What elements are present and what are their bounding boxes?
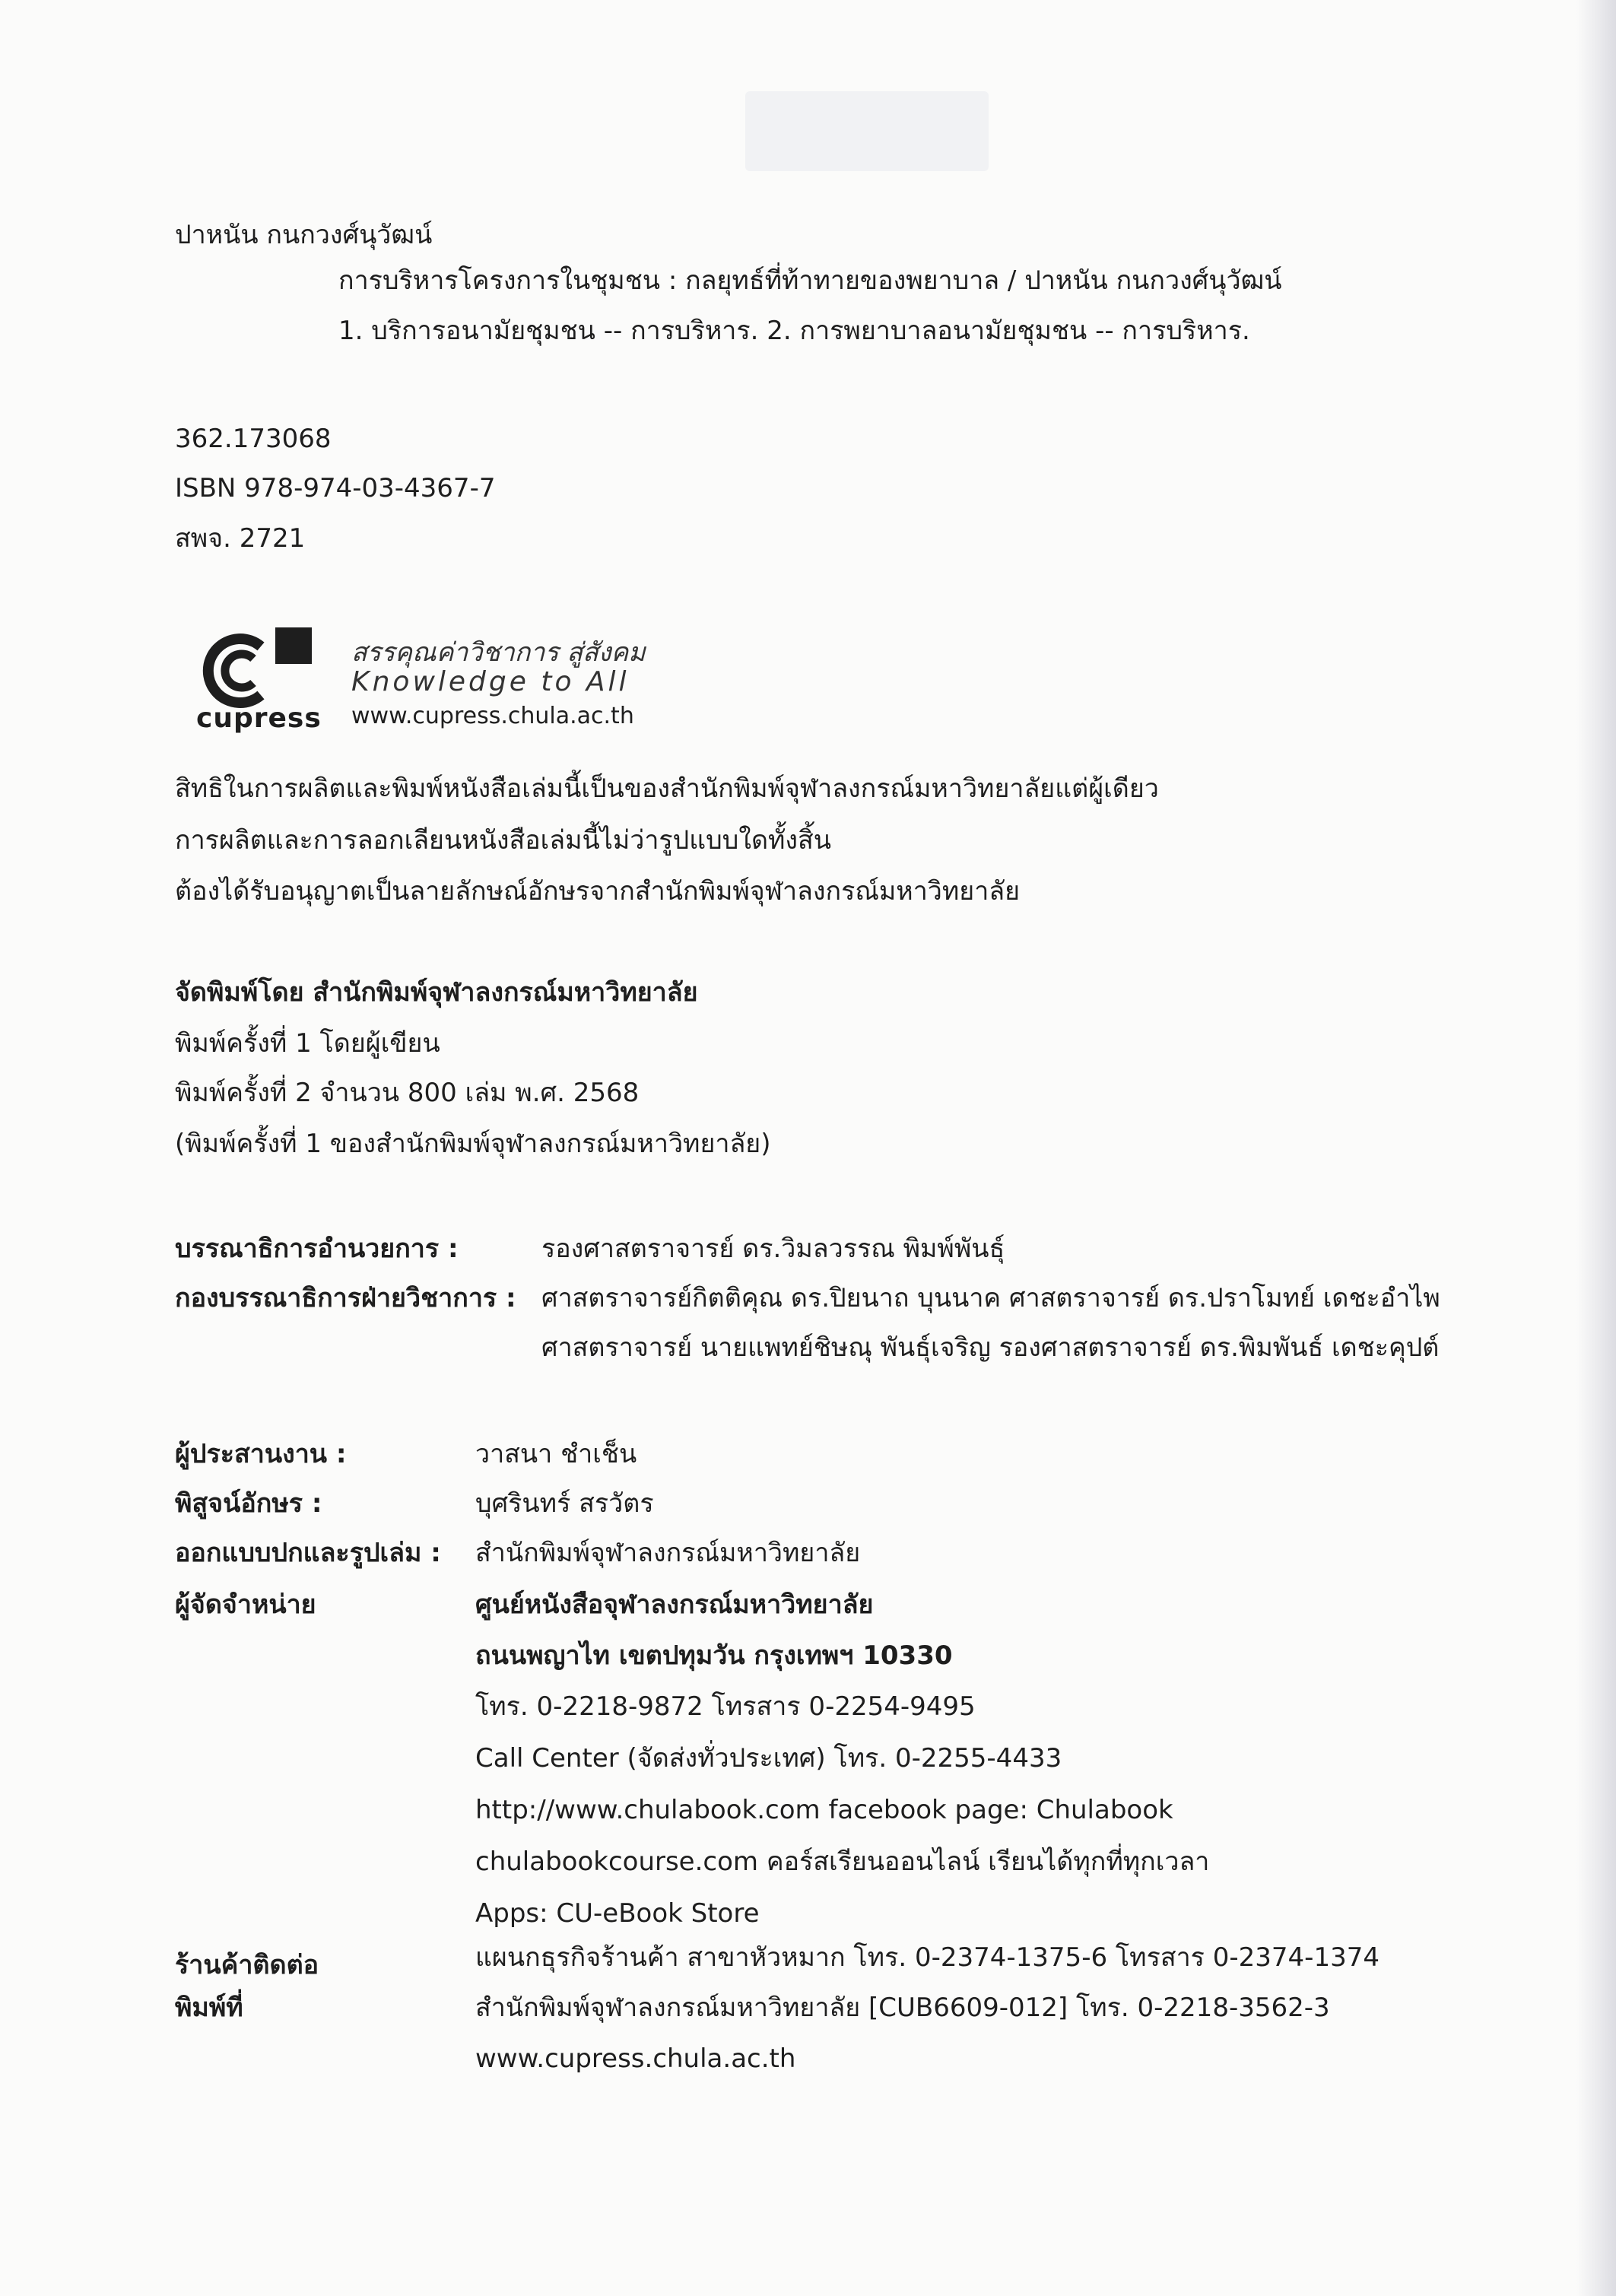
distributor-label: ผู้จัดจำหน่าย bbox=[175, 1589, 316, 1620]
classification-number: 362.173068 bbox=[175, 424, 332, 454]
design-label: ออกแบบปกและรูปเล่ม : bbox=[175, 1538, 441, 1568]
distributor-course: chulabookcourse.com คอร์สเรียนออนไลน์ เรียนได้ทุกที่ทุกเวลา bbox=[475, 1847, 1210, 1877]
printer-label: พิมพ์ที่ bbox=[175, 1993, 243, 2023]
distributor-phone: โทร. 0-2218-9872 โทรสาร 0-2254-9495 bbox=[475, 1691, 976, 1722]
copyright-line-1: สิทธิในการผลิตและพิมพ์หนังสือเล่มนี้เป็นของสำนักพิมพ์จุฬาลงกรณ์มหาวิทยาลัยแต่ผู้เดียว bbox=[175, 773, 1159, 804]
isbn: ISBN 978-974-03-4367-7 bbox=[175, 473, 496, 503]
director-label: บรรณาธิการอำนวยการ : bbox=[175, 1234, 459, 1264]
logo-url: www.cupress.chula.ac.th bbox=[351, 703, 634, 729]
printer-url: www.cupress.chula.ac.th bbox=[475, 2044, 796, 2074]
distributor-name: ศูนย์หนังสือจุฬาลงกรณ์มหาวิทยาลัย bbox=[475, 1589, 874, 1620]
slogan-english: Knowledge to All bbox=[351, 666, 630, 697]
coordinator-label: ผู้ประสานงาน : bbox=[175, 1439, 347, 1469]
proof-value: บุศรินทร์ สรวัตร bbox=[475, 1488, 654, 1519]
page-edge-shadow bbox=[1576, 0, 1616, 2296]
cupress-logo-icon bbox=[194, 624, 316, 715]
spj-number: สพจ. 2721 bbox=[175, 523, 306, 554]
cupress-wordmark: cupress bbox=[196, 703, 322, 734]
slogan-thai: สรรคุณค่าวิชาการ สู่สังคม bbox=[351, 637, 646, 668]
board-label: กองบรรณาธิการฝ่ายวิชาการ : bbox=[175, 1283, 516, 1313]
published-by: จัดพิมพ์โดย สำนักพิมพ์จุฬาลงกรณ์มหาวิทยาลัย bbox=[175, 977, 698, 1008]
proof-label: พิสูจน์อักษร : bbox=[175, 1488, 322, 1519]
printing-first: พิมพ์ครั้งที่ 1 โดยผู้เขียน bbox=[175, 1028, 440, 1059]
catalog-subjects: 1. บริการอนามัยชุมชน -- การบริหาร. 2. การพยาบาลอนามัยชุมชน -- การบริหาร. bbox=[338, 316, 1250, 346]
design-value: สำนักพิมพ์จุฬาลงกรณ์มหาวิทยาลัย bbox=[475, 1538, 861, 1568]
board-line-2: ศาสตราจารย์ นายแพทย์ชิษณุ พันธุ์เจริญ รองศาสตราจารย์ ดร.พิมพันธ์ เดชะคุปต์ bbox=[541, 1332, 1440, 1363]
catalog-author: ปาหนัน กนกวงศ์นุวัฒน์ bbox=[175, 220, 433, 250]
coordinator-value: วาสนา ชำเช็น bbox=[475, 1439, 637, 1469]
shops-value: แผนกธุรกิจร้านค้า สาขาหัวหมาก โทร. 0-2374-1375-6 โทรสาร 0-2374-1374 bbox=[475, 1942, 1379, 1973]
printing-note: (พิมพ์ครั้งที่ 1 ของสำนักพิมพ์จุฬาลงกรณ์มหาวิทยาลัย) bbox=[175, 1129, 771, 1159]
distributor-call-center: Call Center (จัดส่งทั่วประเทศ) โทร. 0-2255-4433 bbox=[475, 1743, 1062, 1774]
director-value: รองศาสตราจารย์ ดร.วิมลวรรณ พิมพ์พันธุ์ bbox=[541, 1234, 1005, 1264]
library-stamp bbox=[745, 91, 989, 171]
printer-value: สำนักพิมพ์จุฬาลงกรณ์มหาวิทยาลัย [CUB6609-012] โทร. 0-2218-3562-3 bbox=[475, 1993, 1330, 2023]
distributor-address: ถนนพญาไท เขตปทุมวัน กรุงเทพฯ 10330 bbox=[475, 1640, 953, 1671]
catalog-title: การบริหารโครงการในชุมชน : กลยุทธ์ที่ท้าทายของพยาบาล / ปาหนัน กนกวงศ์นุวัฒน์ bbox=[338, 265, 1282, 296]
shops-label: ร้านค้าติดต่อ bbox=[175, 1950, 319, 1980]
printing-second: พิมพ์ครั้งที่ 2 จำนวน 800 เล่ม พ.ศ. 2568 bbox=[175, 1078, 640, 1108]
board-line-1: ศาสตราจารย์กิตติคุณ ดร.ปิยนาถ บุนนาค ศาสตราจารย์ ดร.ปราโมทย์ เดชะอำไพ bbox=[541, 1283, 1440, 1313]
copyright-line-3: ต้องได้รับอนุญาตเป็นลายลักษณ์อักษรจากสำนักพิมพ์จุฬาลงกรณ์มหาวิทยาลัย bbox=[175, 876, 1021, 907]
distributor-web: http://www.chulabook.com facebook page: Chulabook bbox=[475, 1795, 1173, 1825]
distributor-apps: Apps: CU-eBook Store bbox=[475, 1898, 760, 1929]
copyright-line-2: การผลิตและการลอกเลียนหนังสือเล่มนี้ไม่ว่ารูปแบบใดทั้งสิ้น bbox=[175, 825, 832, 856]
